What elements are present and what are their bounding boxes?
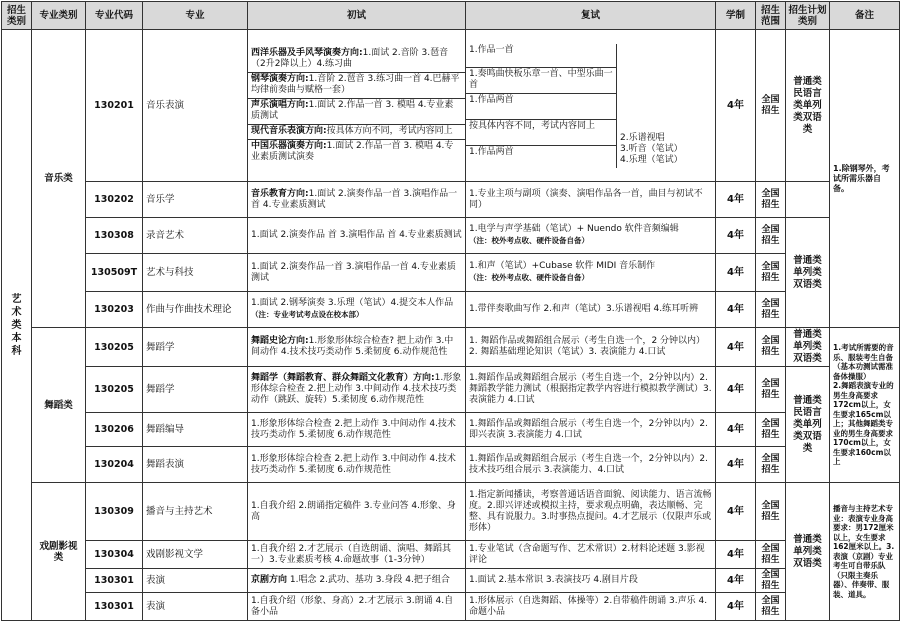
plan-cell [786, 182, 830, 218]
scope-cell: 全国招生 [756, 593, 786, 621]
group-drama: 戏剧影视类 [32, 483, 86, 621]
table-row [2, 367, 900, 413]
second-exam-cell: 1.指定新闻播读，考察普通话语音面貌、阅读能力、语言流畅度。2.即兴评述或模拟主持，要求观点明确，表达顺畅、完整、具有说服力。3.时事热点提问。4.才艺展示（仅限声乐或形体） [466, 483, 716, 541]
table-row [2, 292, 900, 328]
first-exam-cell: 1.面试 2.钢琴演奏 3.乐理（笔试）4.提交本人作品 （注：专业考试考点设在校本部） [248, 292, 466, 328]
header-first-exam: 初试 [248, 2, 466, 30]
major-cell: 艺术与科技 [143, 254, 248, 292]
code-cell: 130203 [86, 292, 143, 328]
first-exam-cell: 京剧方向 1.唱念 2.武功、基功 3.身段 4.把子组合 [248, 569, 466, 593]
major-cell: 表演 [143, 593, 248, 621]
second-exam-cell: 1.专业主项与副项（演奏、演唱作品各一首，曲目与初试不同） [466, 182, 716, 218]
header-duration: 学制 [716, 2, 756, 30]
duration-cell: 4年 [716, 328, 756, 367]
major-cell: 表演 [143, 569, 248, 593]
first-exam-cell: 西洋乐器及手风琴演奏方向:1.面试 2.音阶 3.琶音（2升2降以上）4.练习曲 钢琴演奏方向:1.音阶 2.琶音 3.练习曲一首 4.巴赫平均律前奏曲与赋格一套） 声乐演唱方向:1.面试 2.作品一首 3. 模唱 4.专业素质测试 现代音乐表演方向:按具体方向不同，考试内容同上 中国乐器演奏方向:1.面试 2.作品一首 3. 模唱 4.专业素质测试演奏 [248, 30, 466, 182]
group-music: 音乐类 [32, 30, 86, 328]
scope-cell: 全国招生 [756, 182, 786, 218]
code-cell: 130201 [86, 30, 143, 182]
second-exam-cell: 1.形体展示（自选舞蹈、体操等）2.自带稿件朗诵 3.声乐 4.命题小品 [466, 593, 716, 621]
second-exam-cell: 1.作品一首 1.奏鸣曲快板乐章一首、中型乐曲一首 1.作品两首 按具体内容不同，考试内容同上 1.作品两首 2.乐谱视唱 3.听音（笔试） 4.乐理（笔试） [466, 30, 716, 182]
major-cell: 舞蹈学 [143, 367, 248, 413]
first-exam-cell: 舞蹈史论方向:1.形象形体综合检查? 把上动作 3.中间动作 4.技术技巧类动作 5.柔韧度 6.动作规范性 [248, 328, 466, 367]
code-cell: 130304 [86, 541, 143, 569]
code-cell: 130202 [86, 182, 143, 218]
code-cell: 130301 [86, 569, 143, 593]
code-cell: 130205 [86, 328, 143, 367]
code-cell: 130308 [86, 218, 143, 254]
first-exam-cell: 1.自我介绍（形象、身高）2.才艺展示 3.朗诵 4.自备小品 [248, 593, 466, 621]
scope-cell: 全国招生 [756, 447, 786, 483]
header-row [2, 2, 900, 30]
table-row [2, 541, 900, 569]
header-major: 专业 [143, 2, 248, 30]
duration-cell: 4年 [716, 367, 756, 413]
first-exam-cell: 1.形象形体综合检查 2.把上动作 3.中间动作 4.技术技巧类动作 5.柔韧度 6.动作规范性 [248, 447, 466, 483]
second-exam-cell: 1.和声（笔试）+Cubase 软件 MIDI 音乐制作 （注：校外考点收、硬件设备自备） [466, 254, 716, 292]
duration-cell: 4年 [716, 182, 756, 218]
second-exam-cell: 1.带伴奏歌曲写作 2.和声（笔试）3.乐谱视唱 4.练耳听辨 [466, 292, 716, 328]
code-cell: 130204 [86, 447, 143, 483]
major-cell: 播音与主持艺术 [143, 483, 248, 541]
plan-cell: 普通类民语言类单列类双语类 [786, 30, 830, 182]
header-category: 招生类别 [2, 2, 32, 30]
major-cell: 作曲与作曲技术理论 [143, 292, 248, 328]
header-plan: 招生计划类别 [786, 2, 830, 30]
first-exam-cell: 1.形象形体综合检查 2.把上动作 3.中间动作 4.技术技巧类动作 5.柔韧度 6.动作规范性 [248, 413, 466, 447]
admission-table [1, 1, 900, 621]
group-dance: 舞蹈类 [32, 328, 86, 483]
first-exam-cell: 1.自我介绍 2.朗诵指定稿件 3.专业问答 4.形象、身高 [248, 483, 466, 541]
duration-cell: 4年 [716, 541, 756, 569]
table-row [2, 447, 900, 483]
code-cell: 130309 [86, 483, 143, 541]
table-row [2, 30, 900, 182]
duration-cell: 4年 [716, 292, 756, 328]
plan-cell: 普通类单列类双语类 [786, 328, 830, 367]
duration-cell: 4年 [716, 569, 756, 593]
second-exam-cell: 1.电学与声学基础（笔试）+ Nuendo 软件音频编辑 （注：校外考点收、硬件设备自备） [466, 218, 716, 254]
scope-cell: 全国招生 [756, 413, 786, 447]
major-cell: 音乐表演 [143, 30, 248, 182]
scope-cell: 全国招生 [756, 569, 786, 593]
duration-cell: 4年 [716, 218, 756, 254]
second-exam-cell: 1.舞蹈作品或舞蹈组合展示（考生自选一个，2分钟以内）2.即兴表演 3.表演能力 4.口试 [466, 413, 716, 447]
table-row [2, 182, 900, 218]
code-cell: 130509T [86, 254, 143, 292]
table-row [2, 413, 900, 447]
scope-cell: 全国招生 [756, 541, 786, 569]
major-cell: 舞蹈表演 [143, 447, 248, 483]
table-row [2, 593, 900, 621]
second-exam-cell: 1. 舞蹈作品或舞蹈组合展示（考生自选一个，2 分钟以内）2. 舞蹈基础理论知识（笔试）3. 表演能力 4.口试 [466, 328, 716, 367]
note-cell: 播音与主持艺术专业：表演专业身高要求：男172厘米以上，女生要求162厘米以上。3.表演（京剧）专业考生可自带乐队（只限主奏乐器）、伴奏带、服装、道具。 [830, 483, 900, 621]
table-row [2, 218, 900, 254]
table-row [2, 569, 900, 593]
scope-cell: 全国招生 [756, 292, 786, 328]
code-cell: 130205 [86, 367, 143, 413]
major-cell: 音乐学 [143, 182, 248, 218]
scope-cell: 全国招生 [756, 218, 786, 254]
second-exam-cell: 1.面试 2.基本常识 3.表演技巧 4.剧目片段 [466, 569, 716, 593]
first-exam-cell: 音乐教育方向:1.面试 2.演奏作品一首 3.演唱作品一首 4.专业素质测试 [248, 182, 466, 218]
scope-cell: 全国招生 [756, 483, 786, 541]
note-cell: 1.考试所需要的音乐、服装考生自备（基本功测试需准备体操服） 2.舞蹈表演专业的男生身高要求172cm以上，女生要求165cm以上；其他舞蹈类专业的男生身高要求170cm以上，女生要求160cm以上 [830, 328, 900, 483]
first-exam-cell: 1.面试 2.演奏作品 首 3.演唱作品 首 4.专业素质测试 [248, 218, 466, 254]
header-code: 专业代码 [86, 2, 143, 30]
major-cell: 录音艺术 [143, 218, 248, 254]
code-cell: 130301 [86, 593, 143, 621]
duration-cell: 4年 [716, 447, 756, 483]
duration-cell: 4年 [716, 30, 756, 182]
table-row [2, 328, 900, 367]
major-cell: 舞蹈编导 [143, 413, 248, 447]
table-row [2, 254, 900, 292]
second-exam-cell: 1.专业笔试（含命题写作、艺术常识）2.材料论述题 3.影视评论 [466, 541, 716, 569]
major-cell: 戏剧影视文学 [143, 541, 248, 569]
note-cell: 1.除钢琴外，考试所需乐器自备。 [830, 30, 900, 328]
header-second-exam: 复试 [466, 2, 716, 30]
first-exam-cell: 舞蹈学（舞蹈教育、群众舞蹈文化教育）方向:1.形象形体综合检查 2.把上动作 3.中间动作 4.技术技巧类动作（跳跃、旋转）5.柔韧度 6.动作规范性 [248, 367, 466, 413]
category-cell: 艺 术 类 本 科 [2, 30, 32, 621]
header-type: 专业类别 [32, 2, 86, 30]
table-row [2, 483, 900, 541]
scope-cell: 全国招生 [756, 254, 786, 292]
scope-cell: 全国招生 [756, 367, 786, 413]
duration-cell: 4年 [716, 483, 756, 541]
major-cell: 舞蹈学 [143, 328, 248, 367]
header-scope: 招生范围 [756, 2, 786, 30]
scope-cell: 全国招生 [756, 328, 786, 367]
plan-cell: 普通类单列类双语类 [786, 218, 830, 328]
scope-cell: 全国招生 [756, 30, 786, 182]
plan-cell: 普通类单列类双语类 [786, 483, 830, 621]
plan-cell: 普通类民语言类单列类双语类 [786, 367, 830, 483]
duration-cell: 4年 [716, 593, 756, 621]
second-exam-cell: 1.舞蹈作品或舞蹈组合展示（考生自选一个，2分钟以内）2.技术技巧组合展示 3.表演能力、4.口试 [466, 447, 716, 483]
second-exam-cell: 1.舞蹈作品或舞蹈组合展示（考生自选一个，2分钟以内）2.舞蹈教学能力测试（根据指定教学内容进行模拟教学测试）3.表演能力 4.口试 [466, 367, 716, 413]
header-note: 备注 [830, 2, 900, 30]
first-exam-cell: 1.面试 2.演奏作品一首 3.演唱作品一首 4.专业素质测试 [248, 254, 466, 292]
first-exam-cell: 1.自我介绍 2.才艺展示（自选朗诵、演唱、舞蹈其一）3.专业素质考核 4.命题故事（1-3分钟） [248, 541, 466, 569]
code-cell: 130206 [86, 413, 143, 447]
duration-cell: 4年 [716, 254, 756, 292]
duration-cell: 4年 [716, 413, 756, 447]
